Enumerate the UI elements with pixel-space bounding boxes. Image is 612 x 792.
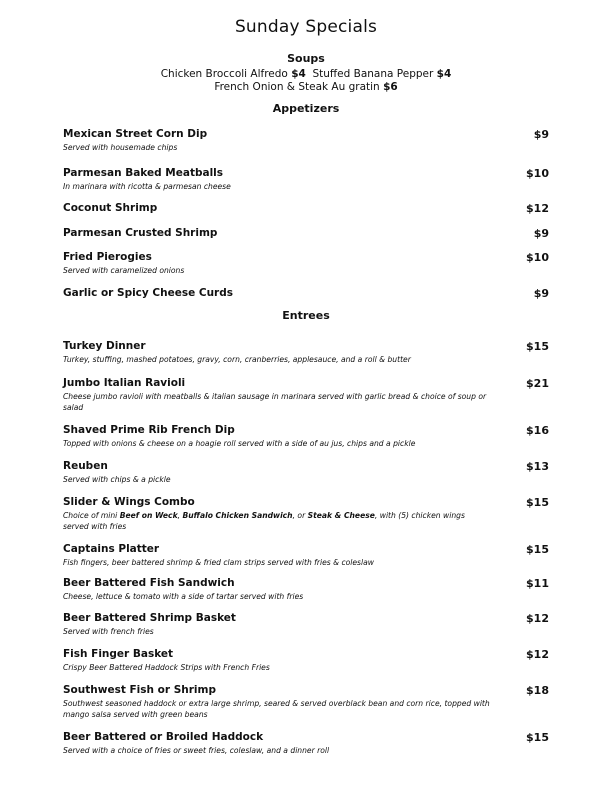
item-price: $9 <box>533 227 549 240</box>
item-description: In marinara with ricotta & parmesan cheese <box>63 182 231 191</box>
item-price: $18 <box>526 684 549 697</box>
item-description: Southwest seasoned haddock or extra large shrimp, seared & served overblack bean and corn rice, topped with mango salsa served with green beans <box>63 699 490 719</box>
item-price: $10 <box>526 167 549 180</box>
item-name: Beer Battered Fish Sandwich <box>63 577 235 589</box>
menu-item <box>63 612 549 637</box>
item-price: $15 <box>526 496 549 509</box>
item-description: Fish fingers, beer battered shrimp & fried clam strips served with fries & coleslaw <box>63 558 374 567</box>
item-name: Beer Battered or Broiled Haddock <box>63 731 264 743</box>
soup-price: $6 <box>383 81 398 93</box>
menu-item <box>63 460 549 485</box>
menu-item <box>63 543 549 568</box>
desc-emphasis: Buffalo Chicken Sandwich <box>182 511 293 520</box>
menu-item <box>63 202 549 215</box>
item-description: Served with caramelized onions <box>63 266 185 275</box>
menu-item <box>63 684 549 720</box>
item-name: Slider & Wings Combo <box>63 496 195 508</box>
item-description: Served with chips & a pickle <box>63 475 171 484</box>
desc-text: , <box>177 511 183 520</box>
item-price: $9 <box>533 128 549 141</box>
desc-emphasis: Beef on Weck <box>119 511 178 520</box>
item-name: Parmesan Crusted Shrimp <box>63 227 218 239</box>
item-description: Turkey, stuffing, mashed potatoes, gravy, corn, cranberries, applesauce, and a roll & butter <box>63 355 411 364</box>
menu-item <box>63 251 549 276</box>
item-price: $9 <box>533 287 549 300</box>
item-description <box>63 510 493 532</box>
item-name: Turkey Dinner <box>63 340 146 352</box>
item-price: $13 <box>526 460 549 473</box>
item-name: Coconut Shrimp <box>63 202 158 214</box>
soup-price: $4 <box>436 68 452 80</box>
menu-item <box>63 731 549 756</box>
item-price: $16 <box>526 424 549 437</box>
item-name: Parmesan Baked Meatballs <box>63 167 224 179</box>
item-name: Reuben <box>63 460 108 472</box>
soup-name: French Onion & Steak Au gratin <box>214 81 380 93</box>
item-name: Southwest Fish or Shrimp <box>63 684 216 696</box>
menu-item <box>63 227 549 240</box>
item-name: Fish Finger Basket <box>63 648 174 660</box>
menu-item <box>63 424 549 449</box>
soup-line-2 <box>0 81 612 93</box>
desc-text: , with (5) chicken wings served with fries <box>63 511 465 531</box>
soup-name: Stuffed Banana Pepper <box>312 68 434 80</box>
item-description: Crispy Beer Battered Haddock Strips with French Fries <box>63 663 270 672</box>
item-price: $12 <box>526 612 549 625</box>
menu-item <box>63 167 549 192</box>
section-heading-appetizers: Appetizers <box>272 102 340 115</box>
item-price: $11 <box>526 577 549 590</box>
item-description: Cheese, lettuce & tomato with a side of tartar served with fries <box>63 592 304 601</box>
page-title: Sunday Specials <box>234 17 378 37</box>
item-name: Shaved Prime Rib French Dip <box>63 424 235 436</box>
item-name: Beer Battered Shrimp Basket <box>63 612 236 624</box>
item-name: Fried Pierogies <box>63 251 152 263</box>
item-description: Served with french fries <box>63 627 154 636</box>
item-description: Served with housemade chips <box>63 143 178 152</box>
item-price: $15 <box>526 340 549 353</box>
desc-text: Choice of mini <box>63 511 120 520</box>
menu-item <box>63 287 549 300</box>
soup-name: Chicken Broccoli Alfredo <box>160 68 288 80</box>
desc-emphasis: Steak & Cheese <box>307 511 375 520</box>
item-price: $15 <box>526 543 549 556</box>
item-price: $12 <box>526 648 549 661</box>
soup-line-1 <box>0 68 612 80</box>
menu-item <box>63 496 549 532</box>
item-price: $21 <box>526 377 549 390</box>
desc-text: , or <box>292 511 308 520</box>
item-price: $15 <box>526 731 549 744</box>
item-description: Served with a choice of fries or sweet fries, coleslaw, and a dinner roll <box>63 746 330 755</box>
menu-item <box>63 340 549 365</box>
item-name: Captains Platter <box>63 543 160 555</box>
item-name: Garlic or Spicy Cheese Curds <box>63 287 233 299</box>
menu-item <box>63 128 549 153</box>
soup-price: $4 <box>291 68 306 80</box>
item-price: $10 <box>526 251 549 264</box>
item-price: $12 <box>526 202 549 215</box>
menu-item <box>63 648 549 673</box>
menu-item <box>63 377 549 413</box>
item-name: Mexican Street Corn Dip <box>63 128 208 140</box>
item-description: Cheese jumbo ravioli with meatballs & italian sausage in marinara served with garlic bread & choice of soup or salad <box>63 392 487 412</box>
item-description: Topped with onions & cheese on a hoagie roll served with a side of au jus, chips and a pickle <box>63 439 416 448</box>
section-heading-soups: Soups <box>287 52 325 65</box>
menu-item <box>63 577 549 602</box>
item-name: Jumbo Italian Ravioli <box>63 377 186 389</box>
section-heading-entrees: Entrees <box>282 309 330 322</box>
